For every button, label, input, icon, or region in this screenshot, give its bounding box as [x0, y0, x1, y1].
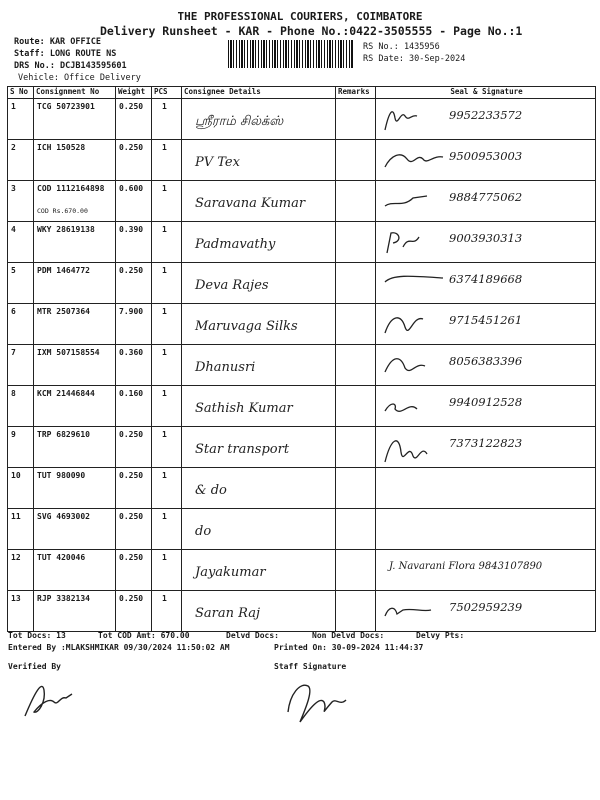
table-header-row	[8, 87, 596, 99]
handwritten-phone-number: 9952233572	[449, 108, 523, 122]
row-seal-signature	[376, 222, 596, 263]
row-weight: 0.360	[116, 345, 152, 386]
col-remarks: Remarks	[336, 87, 376, 99]
table-row	[8, 591, 596, 632]
handwritten-signature	[383, 391, 447, 425]
handwritten-phone-number: 7373122823	[449, 436, 523, 450]
consignee-handwritten-name: Deva Rajes	[195, 278, 269, 293]
row-consignee	[182, 345, 336, 386]
table-row	[8, 222, 596, 263]
row-sno: 8	[8, 386, 34, 427]
row-weight: 0.250	[116, 99, 152, 140]
consignment-number: TRP 6829610	[37, 430, 90, 439]
row-remarks	[336, 263, 376, 304]
handwritten-phone-number: 6374189668	[449, 272, 523, 286]
row-remarks	[336, 468, 376, 509]
handwritten-phone-number: J. Navarani Flora 9843107890	[389, 561, 543, 572]
consignment-number: IXM 507158554	[37, 348, 100, 357]
handwritten-phone-number: 8056383396	[449, 354, 523, 368]
table-row	[8, 509, 596, 550]
col-weight: Weight	[116, 87, 152, 99]
row-pcs: 1	[152, 509, 182, 550]
row-pcs: 1	[152, 263, 182, 304]
row-remarks	[336, 427, 376, 468]
signature-area	[379, 594, 593, 628]
staff-signature	[280, 672, 360, 730]
total-cod-amount: Tot COD Amt: 670.00	[98, 631, 190, 640]
signature-area	[379, 225, 593, 259]
row-consignment-no	[34, 591, 116, 632]
handwritten-signature	[383, 268, 447, 302]
col-consignee: Consignee Details	[182, 87, 336, 99]
row-consignment-no	[34, 222, 116, 263]
row-sno: 13	[8, 591, 34, 632]
runsheet-title: Delivery Runsheet - KAR - Phone No.:0422-3505555 - Page No.:1	[100, 24, 523, 38]
total-docs: Tot Docs: 13	[8, 631, 66, 640]
delivered-docs: Delvd Docs:	[226, 631, 279, 640]
row-consignment-no	[34, 427, 116, 468]
consignment-number: RJP 3382134	[37, 594, 90, 603]
drs-number: DRS No.: DCJB143595601	[14, 61, 127, 71]
row-pcs: 1	[152, 427, 182, 468]
col-consignment: Consignment No	[34, 87, 116, 99]
consignee-handwritten-name: Padmavathy	[195, 237, 276, 252]
table-row	[8, 304, 596, 345]
row-consignment-no	[34, 550, 116, 591]
consignment-number: PDM 1464772	[37, 266, 90, 275]
handwritten-phone-number: 9940912528	[449, 395, 523, 409]
company-title: THE PROFESSIONAL COURIERS, COIMBATORE	[177, 10, 423, 23]
row-seal-signature	[376, 386, 596, 427]
row-consignee	[182, 181, 336, 222]
row-pcs: 1	[152, 181, 182, 222]
cod-amount-note: COD Rs.670.00	[37, 207, 88, 215]
row-sno: 9	[8, 427, 34, 468]
handwritten-phone-number: 7502959239	[449, 600, 523, 614]
row-sno: 3	[8, 181, 34, 222]
row-sno: 1	[8, 99, 34, 140]
barcode-image	[228, 40, 354, 68]
signature-area	[379, 266, 593, 300]
row-weight: 0.250	[116, 140, 152, 181]
consignee-handwritten-name: ஸ்ரீராம் சில்க்ஸ்	[195, 114, 284, 129]
handwritten-signature	[383, 145, 447, 179]
signature-area	[379, 102, 593, 136]
row-pcs: 1	[152, 222, 182, 263]
table-row	[8, 427, 596, 468]
col-seal-signature: Seal & Signature	[376, 87, 596, 99]
row-seal-signature	[376, 550, 596, 591]
row-weight: 0.250	[116, 263, 152, 304]
row-remarks	[336, 99, 376, 140]
row-sno: 2	[8, 140, 34, 181]
row-remarks	[336, 304, 376, 345]
consignee-handwritten-name: PV Tex	[195, 155, 240, 170]
row-sno: 11	[8, 509, 34, 550]
row-seal-signature	[376, 181, 596, 222]
row-pcs: 1	[152, 591, 182, 632]
row-sno: 7	[8, 345, 34, 386]
row-consignment-no	[34, 263, 116, 304]
consignment-number: KCM 21446844	[37, 389, 95, 398]
handwritten-signature	[383, 432, 447, 466]
row-weight: 0.250	[116, 427, 152, 468]
delivery-points: Delvy Pts:	[416, 631, 465, 640]
row-consignee	[182, 99, 336, 140]
col-pcs: PCS	[152, 87, 182, 99]
row-seal-signature	[376, 427, 596, 468]
row-weight: 7.900	[116, 304, 152, 345]
row-weight: 0.160	[116, 386, 152, 427]
table-row	[8, 140, 596, 181]
rs-number: RS No.: 1435956	[363, 42, 440, 52]
row-pcs: 1	[152, 468, 182, 509]
row-sno: 10	[8, 468, 34, 509]
row-sno: 12	[8, 550, 34, 591]
rs-date: RS Date: 30-Sep-2024	[363, 54, 466, 64]
row-consignee	[182, 263, 336, 304]
signature-area	[379, 553, 593, 587]
row-consignment-no	[34, 345, 116, 386]
consignee-handwritten-name: Jayakumar	[195, 565, 266, 580]
row-remarks	[336, 509, 376, 550]
signature-area	[379, 348, 593, 382]
route-label: Route: KAR OFFICE	[14, 37, 101, 47]
printed-on: Printed On: 30-09-2024 11:44:37	[274, 643, 424, 652]
table-row	[8, 386, 596, 427]
signature-area	[379, 389, 593, 423]
consignment-number: MTR 2507364	[37, 307, 90, 316]
signature-area	[379, 471, 593, 505]
consignment-number: COD 1112164898	[37, 184, 105, 193]
consignment-number: TCG 50723901	[37, 102, 95, 111]
row-sno: 5	[8, 263, 34, 304]
handwritten-signature	[383, 596, 447, 630]
verifier-signature	[20, 672, 80, 722]
signature-area	[379, 512, 593, 546]
handwritten-phone-number: 9500953003	[449, 149, 523, 163]
signature-area	[379, 143, 593, 177]
handwritten-signature	[383, 309, 447, 343]
row-sno: 4	[8, 222, 34, 263]
row-weight: 0.250	[116, 550, 152, 591]
row-seal-signature	[376, 99, 596, 140]
row-weight: 0.390	[116, 222, 152, 263]
vehicle-label: Vehicle: Office Delivery	[18, 73, 141, 83]
handwritten-phone-number: 9715451261	[449, 313, 523, 327]
row-pcs: 1	[152, 304, 182, 345]
row-seal-signature	[376, 304, 596, 345]
entered-by: Entered By :MLAKSHMIKAR 09/30/2024 11:50:02 AM	[8, 643, 230, 652]
non-delivered-docs: Non Delvd Docs:	[312, 631, 385, 640]
row-consignee	[182, 468, 336, 509]
consignee-handwritten-name: & do	[195, 483, 227, 498]
consignee-handwritten-name: do	[195, 524, 212, 539]
staff-label: Staff: LONG ROUTE NS	[14, 49, 117, 59]
row-pcs: 1	[152, 140, 182, 181]
row-consignee	[182, 222, 336, 263]
signature-area	[379, 184, 593, 218]
row-pcs: 1	[152, 550, 182, 591]
row-consignee	[182, 427, 336, 468]
row-consignment-no	[34, 99, 116, 140]
row-remarks	[336, 591, 376, 632]
row-consignee	[182, 140, 336, 181]
row-weight: 0.250	[116, 509, 152, 550]
verified-by-label: Verified By	[8, 662, 61, 671]
row-consignment-no	[34, 304, 116, 345]
table-row	[8, 468, 596, 509]
table-row	[8, 181, 596, 222]
row-consignment-no	[34, 509, 116, 550]
row-seal-signature	[376, 509, 596, 550]
consignee-handwritten-name: Maruvaga Silks	[195, 319, 298, 334]
row-consignment-no	[34, 468, 116, 509]
row-remarks	[336, 386, 376, 427]
row-weight: 0.600	[116, 181, 152, 222]
row-weight: 0.250	[116, 468, 152, 509]
row-consignee	[182, 304, 336, 345]
row-consignee	[182, 509, 336, 550]
row-seal-signature	[376, 591, 596, 632]
runsheet-table	[7, 86, 596, 632]
table-row	[8, 99, 596, 140]
consignment-number: WKY 28619138	[37, 225, 95, 234]
row-seal-signature	[376, 140, 596, 181]
consignment-number: TUT 980090	[37, 471, 86, 480]
consignment-number: ICH 150528	[37, 143, 86, 152]
consignee-handwritten-name: Dhanusri	[195, 360, 256, 375]
col-sno: S No	[8, 87, 34, 99]
consignment-number: TUT 420046	[37, 553, 86, 562]
row-remarks	[336, 181, 376, 222]
handwritten-signature	[383, 350, 447, 384]
signature-area	[379, 430, 593, 464]
row-remarks	[336, 550, 376, 591]
row-remarks	[336, 222, 376, 263]
row-seal-signature	[376, 468, 596, 509]
table-row	[8, 550, 596, 591]
row-consignment-no	[34, 181, 116, 222]
row-sno: 6	[8, 304, 34, 345]
row-consignee	[182, 591, 336, 632]
signature-area	[379, 307, 593, 341]
row-seal-signature	[376, 345, 596, 386]
row-remarks	[336, 345, 376, 386]
handwritten-signature	[383, 104, 447, 138]
row-consignment-no	[34, 140, 116, 181]
consignee-handwritten-name: Saravana Kumar	[195, 196, 306, 211]
consignment-number: SVG 4693002	[37, 512, 90, 521]
handwritten-phone-number: 9003930313	[449, 231, 523, 245]
row-consignee	[182, 386, 336, 427]
row-consignee	[182, 550, 336, 591]
consignee-handwritten-name: Sathish Kumar	[195, 401, 293, 416]
row-consignment-no	[34, 386, 116, 427]
handwritten-phone-number: 9884775062	[449, 190, 523, 204]
row-weight: 0.250	[116, 591, 152, 632]
row-remarks	[336, 140, 376, 181]
row-seal-signature	[376, 263, 596, 304]
handwritten-signature	[383, 227, 447, 261]
consignee-handwritten-name: Saran Raj	[195, 606, 260, 621]
table-row	[8, 345, 596, 386]
handwritten-signature	[383, 186, 447, 220]
consignee-handwritten-name: Star transport	[195, 442, 290, 457]
table-row	[8, 263, 596, 304]
row-pcs: 1	[152, 345, 182, 386]
row-pcs: 1	[152, 99, 182, 140]
row-pcs: 1	[152, 386, 182, 427]
staff-signature-label: Staff Signature	[274, 662, 347, 671]
